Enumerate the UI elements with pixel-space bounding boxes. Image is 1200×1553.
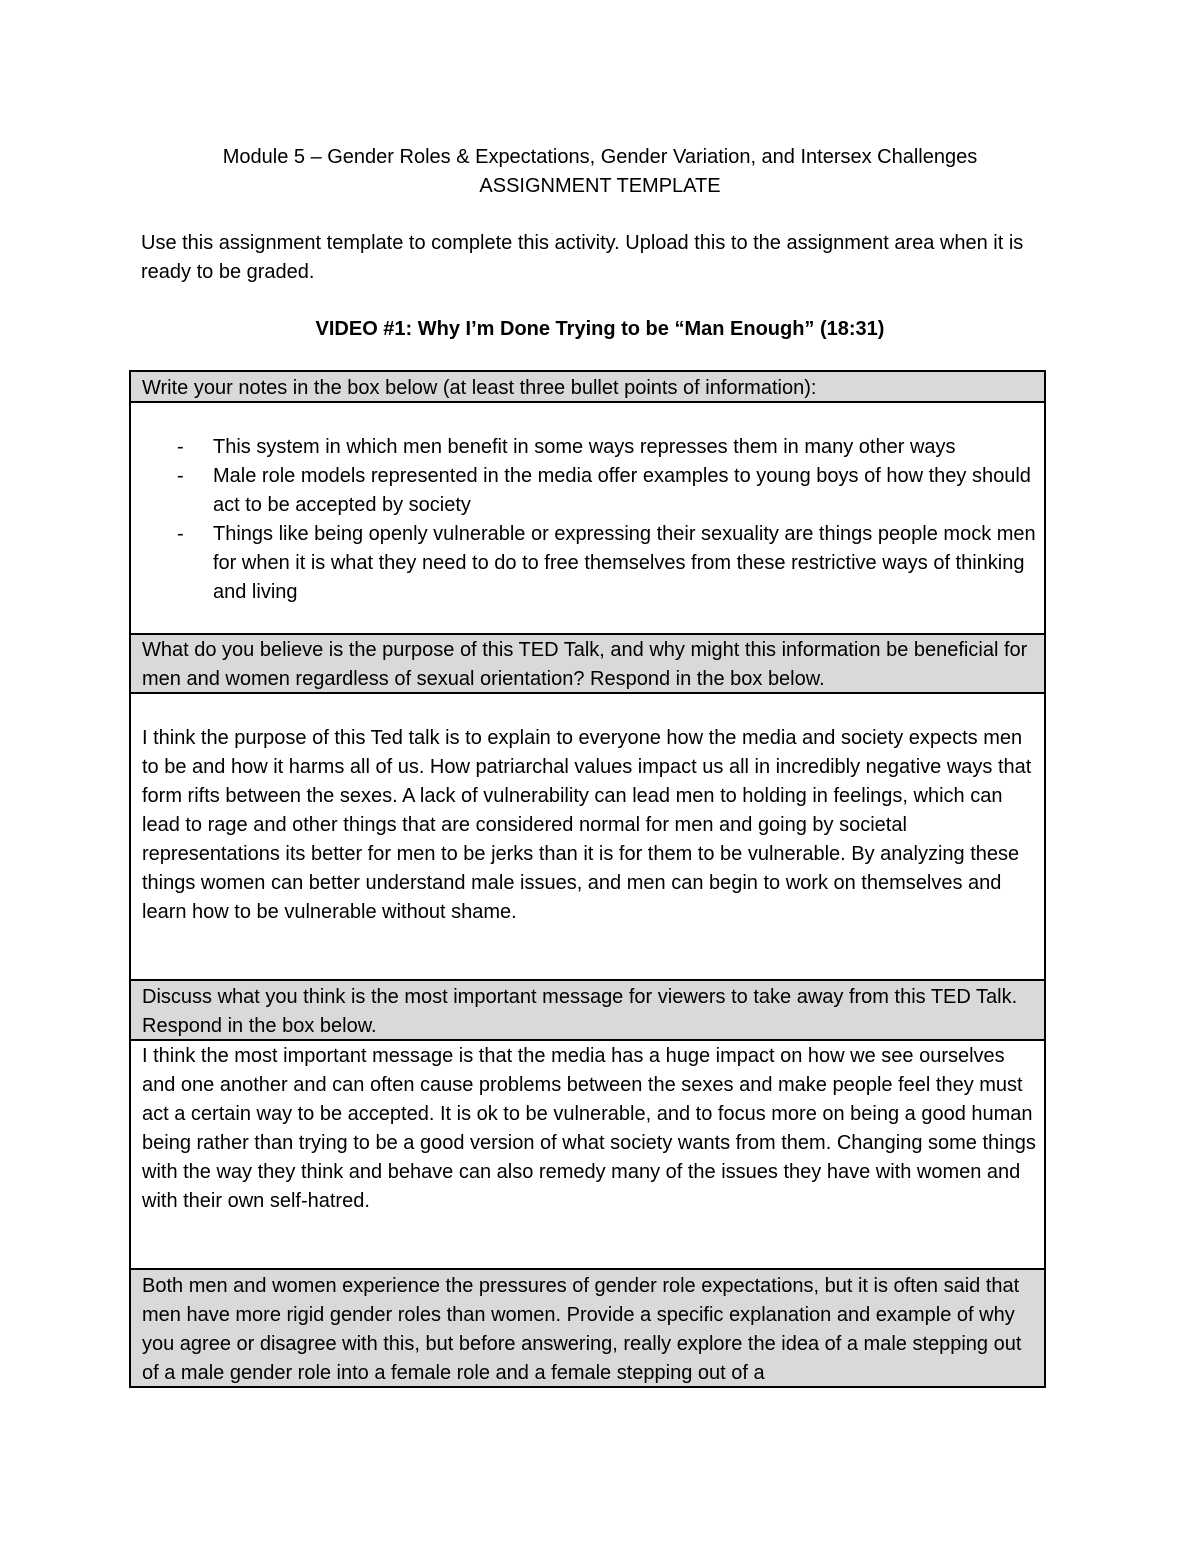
notes-bullet-text: Things like being openly vulnerable or expressing their sexuality are things people mock men for when it is what they need to do to free themselves from these restrictive ways of thinking and living — [213, 523, 1036, 603]
document-title-block — [0, 143, 1200, 201]
notes-prompt-cell — [131, 372, 1044, 403]
message-answer-text: I think the most important message is that the media has a huge impact on how we see ourselves and one another and can often cause problems between the sexes and make people feel they must act a certain way to be accepted. It is ok to be vulnerable, and to focus more on being a good human being rather than trying to be a good version of what society wants from them. Changing some things with the way they think and behave can also remedy many of the issues they have with women and with their own self-hatred. — [142, 1045, 1036, 1212]
message-answer-cell[interactable] — [131, 1041, 1044, 1270]
video-heading: VIDEO #1: Why I’m Done Trying to be “Man Enough” (18:31) — [315, 318, 885, 340]
assignment-table — [129, 370, 1046, 1388]
gender-roles-prompt-cell — [131, 1270, 1044, 1386]
message-prompt-cell — [131, 981, 1044, 1041]
notes-bullet-text: Male role models represented in the media offer examples to young boys of how they should act to be accepted by society — [213, 465, 1031, 516]
notes-answer-cell[interactable] — [131, 403, 1044, 635]
assignment-template-label: ASSIGNMENT TEMPLATE — [479, 175, 721, 197]
purpose-answer-cell[interactable] — [131, 694, 1044, 981]
notes-bullet-item — [142, 520, 1036, 607]
module-title: Module 5 – Gender Roles & Expectations, Gender Variation, and Intersex Challenges — [222, 146, 978, 168]
bullet-dash: - — [177, 523, 184, 545]
bullet-dash: - — [177, 465, 184, 487]
purpose-prompt-cell — [131, 635, 1044, 694]
notes-bullet-item — [142, 433, 1036, 462]
purpose-answer-text: I think the purpose of this Ted talk is to explain to everyone how the media and society expects men to be and how it harms all of us. How patriarchal values impact us all in incredibly negative ways that form rifts between the sexes. A lack of vulnerability can lead men to holding in feelings, which can lead to rage and other things that are considered normal for men and going by societal representations its better for men to be jerks than it is for them to be vulnerable. By analyzing these things women can better understand male issues, and men can begin to work on themselves and learn how to be vulnerable without shame. — [142, 727, 1032, 923]
intro-instructions: Use this assignment template to complete this activity. Upload this to the assignment area when it is ready to be graded. — [141, 232, 1024, 283]
message-prompt-text: Discuss what you think is the most important message for viewers to take away from this TED Talk. Respond in the box below. — [142, 986, 1018, 1037]
notes-prompt-text: Write your notes in the box below (at least three bullet points of information): — [142, 377, 817, 399]
purpose-prompt-text: What do you believe is the purpose of this TED Talk, and why might this information be beneficial for men and women regardless of sexual orientation? Respond in the box below. — [142, 639, 1028, 690]
notes-bullet-list — [142, 433, 1036, 607]
gender-roles-prompt-text: Both men and women experience the pressures of gender role expectations, but it is often said that men have more rigid gender roles than women. Provide a specific explanation and example of why you agree or disagree with this, but before answering, really explore the idea of a male stepping out of a male gender role into a female role and a female stepping out of a — [142, 1275, 1022, 1384]
notes-bullet-text: This system in which men benefit in some ways represses them in many other ways — [213, 436, 956, 458]
bullet-dash: - — [177, 436, 184, 458]
notes-bullet-item — [142, 462, 1036, 520]
